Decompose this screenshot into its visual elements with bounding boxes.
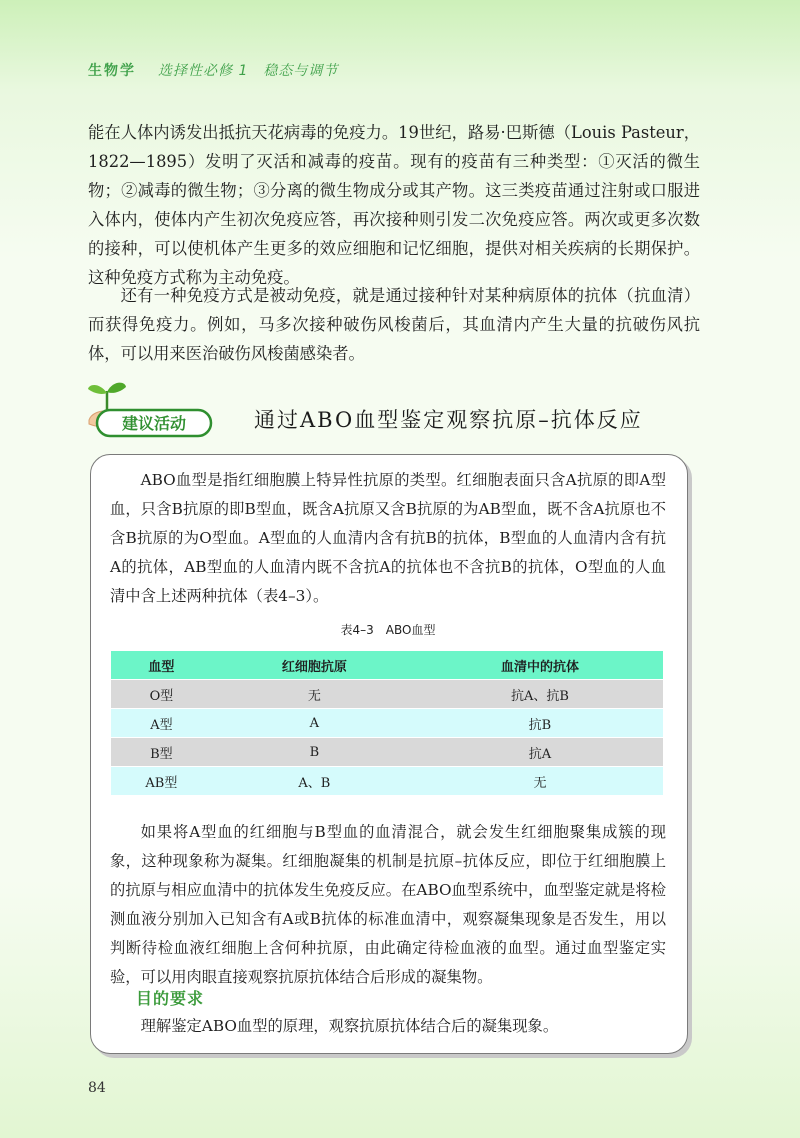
table-header-cell: 红细胞抗原 [212, 651, 417, 680]
table-cell: B [212, 738, 417, 767]
objective-text: 理解鉴定ABO血型的原理，观察抗原抗体结合后的凝集现象。 [140, 1017, 559, 1035]
activity-badge [85, 378, 215, 440]
table-cell: A、B [212, 767, 417, 796]
table-cell: B型 [111, 738, 212, 767]
table-row [111, 767, 663, 796]
activity-badge-label: 建议活动 [121, 414, 187, 433]
table-cell: AB型 [111, 767, 212, 796]
activity-paragraph-2: 如果将A型血的红细胞与B型血的血清混合，就会发生红细胞聚集成簇的现象，这种现象称为凝集。红细胞凝集的机制是抗原–抗体反应，即位于红细胞膜上的抗原与相应血清中的抗体发生免疫反应。在ABO血型系统中，血型鉴定就是将检测血液分别加入已知含有A或B抗体的标准血清中，观察凝集现象是否发生，用以判断待检血液红细胞上含何种抗原，由此确定待检血液的血型。通过血型鉴定实验，可以用肉眼直接观察抗原抗体结合后形成的凝集物。 [110, 823, 666, 986]
running-header [88, 60, 338, 80]
table-cell: 抗B [417, 709, 663, 738]
table-caption: 表4–3 ABO血型 [340, 623, 436, 637]
table-cell: A [212, 709, 417, 738]
objective-heading: 目的要求 [136, 989, 205, 1008]
table-cell: 无 [417, 767, 663, 796]
table-header-cell: 血清中的抗体 [417, 651, 663, 680]
body-paragraph-2: 还有一种免疫方式是被动免疫，就是通过接种针对某种病原体的抗体（抗血清）而获得免疫力。例如，马多次接种破伤风梭菌后，其血清内产生大量的抗破伤风抗体，可以用来医治破伤风梭菌感染者。 [88, 286, 700, 363]
activity-intro: ABO血型是指红细胞膜上特异性抗原的类型。红细胞表面只含A抗原的即A型血，只含B抗原的即B型血，既含A抗原又含B抗原的为AB型血，既不含A抗原也不含B抗原的为O型血。A型血的人血清内含有抗B的抗体，B型血的人血清内含有抗A的抗体，AB型血的人血清内既不含抗A的抗体也不含抗B的抗体，O型血的人血清中含上述两种抗体（表4–3）。 [110, 471, 666, 605]
table-cell: O型 [111, 680, 212, 709]
table-header-cell: 血型 [111, 651, 212, 680]
header-book-title: 选择性必修 1 稳态与调节 [158, 63, 339, 79]
abo-blood-type-table [111, 651, 663, 795]
table-cell: 无 [212, 680, 417, 709]
table-cell: A型 [111, 709, 212, 738]
body-paragraph-1: 能在人体内诱发出抵抗天花病毒的免疫力。19世纪，路易·巴斯德（Louis Pasteur，1822—1895）发明了灭活和减毒的疫苗。现有的疫苗有三种类型：①灭活的微生物；②减毒的微生物；③分离的微生物成分或其产物。这三类疫苗通过注射或口服进入体内，使体内产生初次免疫应答，再次接种则引发二次免疫应答。两次或更多次数的接种，可以使机体产生更多的效应细胞和记忆细胞，提供对相关疾病的长期保护。这种免疫方式称为主动免疫。 [88, 123, 700, 287]
table-row [111, 738, 663, 767]
activity-title: 通过ABO血型鉴定观察抗原–抗体反应 [254, 408, 643, 432]
table-row [111, 709, 663, 738]
table-row [111, 680, 663, 709]
table-cell: 抗A [417, 738, 663, 767]
header-subject: 生物学 [88, 63, 136, 79]
page-number: 84 [88, 1080, 106, 1096]
table-header-row [111, 651, 663, 680]
table-cell: 抗A、抗B [417, 680, 663, 709]
